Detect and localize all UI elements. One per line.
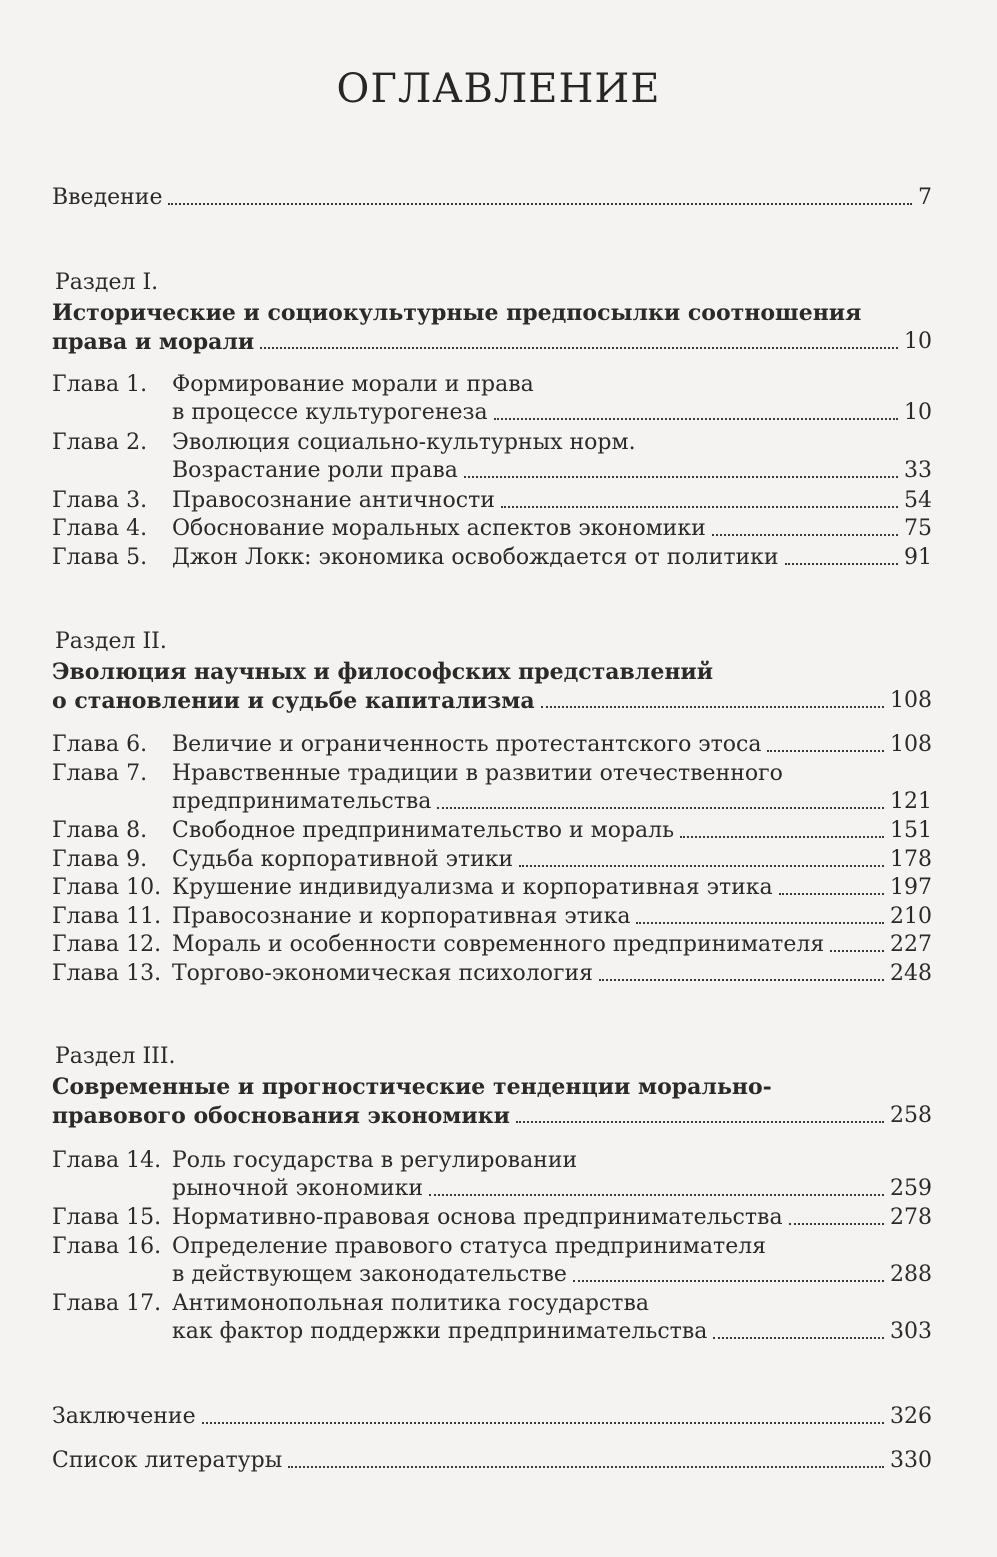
page-number: 278: [890, 1205, 932, 1230]
dot-leader: [464, 476, 898, 478]
chapter-number: Глава 16.: [52, 1234, 162, 1259]
chapter-number: Глава 8.: [52, 818, 148, 843]
toc-chapter[interactable]: [52, 1147, 932, 1203]
chapter-title: Торгово-экономическая психология: [172, 961, 594, 986]
toc-entry-section[interactable]: [52, 1102, 932, 1130]
chapter-title: Определение правового статуса предпринимателя: [172, 1234, 767, 1259]
chapter-number: Глава 12.: [52, 932, 162, 957]
chapter-title: Антимонопольная политика государства: [172, 1291, 649, 1316]
page-number: 227: [890, 932, 932, 957]
dot-leader: [767, 750, 884, 752]
chapter-title: Судьба корпоративной этики: [172, 847, 514, 872]
page-number: 259: [890, 1176, 932, 1201]
page-number: 248: [890, 961, 932, 986]
dot-leader: [168, 203, 912, 205]
dot-leader: [202, 1422, 884, 1424]
page-number: 10: [904, 329, 932, 354]
dot-leader: [519, 865, 884, 867]
page-number: 54: [904, 488, 932, 513]
dot-leader: [712, 534, 898, 536]
page-number: 303: [890, 1319, 932, 1344]
chapter-title: Правосознание античности: [172, 488, 495, 513]
dot-leader: [636, 922, 884, 924]
section-label: Раздел II.: [55, 629, 167, 654]
dot-leader: [599, 979, 884, 981]
dot-leader: [789, 1223, 884, 1225]
chapter-number: Глава 10.: [52, 875, 162, 900]
chapter-number: Глава 13.: [52, 961, 162, 986]
chapter-number: Глава 9.: [52, 847, 148, 872]
page-number: 151: [890, 818, 932, 843]
toc-chapter[interactable]: [52, 371, 932, 427]
toc-chapter[interactable]: [52, 931, 932, 959]
chapter-title: Формирование морали и права: [172, 372, 534, 397]
page-number: 108: [890, 732, 932, 757]
toc-entry-text: Заключение: [52, 1404, 196, 1429]
dot-leader: [573, 1280, 884, 1282]
chapter-title: Величие и ограниченность протестантского этоса: [172, 732, 762, 757]
dot-leader: [830, 950, 884, 952]
page-number: 326: [890, 1404, 932, 1429]
section-label: Раздел I.: [55, 270, 159, 295]
section-label: Раздел III.: [55, 1044, 176, 1069]
toc-chapter[interactable]: [52, 846, 932, 874]
chapter-number: Глава 15.: [52, 1205, 162, 1230]
page-number: 91: [904, 545, 932, 570]
chapter-title: Роль государства в регулировании: [172, 1148, 578, 1173]
dot-leader: [680, 836, 884, 838]
dot-leader: [501, 506, 898, 508]
dot-leader: [541, 706, 884, 708]
chapter-number: Глава 1.: [52, 372, 148, 397]
page-title: ОГЛАВЛЕНИЕ: [336, 66, 661, 112]
chapter-number: Глава 4.: [52, 516, 148, 541]
page-number: 288: [890, 1262, 932, 1287]
chapter-title: предпринимательства: [172, 789, 432, 814]
chapter-title: Свободное предпринимательство и мораль: [172, 818, 675, 843]
toc-chapter[interactable]: [52, 429, 932, 485]
page-number: 330: [890, 1448, 932, 1473]
page-number: 178: [890, 847, 932, 872]
toc-entry-bibliography[interactable]: [52, 1447, 932, 1475]
toc-entry-section[interactable]: [52, 687, 932, 715]
page-number: 108: [890, 688, 932, 713]
chapter-title: как фактор поддержки предпринимательства: [172, 1319, 708, 1344]
page-number: 210: [890, 904, 932, 929]
toc-chapter[interactable]: [52, 515, 932, 543]
section-title: о становлении и судьбе капитализма: [52, 688, 535, 714]
toc-chapter[interactable]: [52, 1233, 932, 1289]
chapter-title: рыночной экономики: [172, 1176, 424, 1201]
toc-chapter[interactable]: [52, 1290, 932, 1346]
page-number: 121: [890, 789, 932, 814]
page-number: 75: [904, 516, 932, 541]
section-title[interactable]: Исторические и социокультурные предпосылки соотношения: [52, 300, 862, 326]
section-title[interactable]: Эволюция научных и философских представлений: [52, 659, 714, 685]
dot-leader: [516, 1121, 884, 1123]
page-number: 33: [904, 458, 932, 483]
chapter-title: Нормативно-правовая основа предпринимательства: [172, 1205, 783, 1230]
dot-leader: [260, 347, 898, 349]
chapter-number: Глава 7.: [52, 761, 148, 786]
dot-leader: [437, 807, 884, 809]
chapter-number: Глава 17.: [52, 1291, 162, 1316]
chapter-title: Эволюция социально-культурных норм.: [172, 430, 636, 455]
toc-entry-text: Список литературы: [52, 1448, 283, 1473]
chapter-title: Нравственные традиции в развитии отечественного: [172, 761, 783, 786]
chapter-title: Крушение индивидуализма и корпоративная этика: [172, 875, 773, 900]
chapter-number: Глава 3.: [52, 488, 148, 513]
page-number: 10: [904, 400, 932, 425]
chapter-title: Возрастание роли права: [172, 458, 458, 483]
toc-chapter[interactable]: [52, 487, 932, 515]
section-title[interactable]: Современные и прогностические тенденции морально-: [52, 1074, 772, 1100]
toc-entry-text: Введение: [52, 185, 163, 210]
dot-leader: [429, 1194, 884, 1196]
page-number: 197: [890, 875, 932, 900]
section-title: правового обоснования экономики: [52, 1103, 510, 1129]
chapter-number: Глава 2.: [52, 430, 148, 455]
chapter-title: в действующем законодательстве: [172, 1262, 567, 1287]
toc-chapter[interactable]: [52, 960, 932, 988]
toc-chapter[interactable]: [52, 903, 932, 931]
dot-leader: [785, 563, 898, 565]
toc-chapter[interactable]: [52, 874, 932, 902]
toc-entry-conclusion[interactable]: [52, 1403, 932, 1431]
chapter-number: Глава 6.: [52, 732, 148, 757]
section-title: права и морали: [52, 329, 255, 355]
toc-chapter[interactable]: [52, 544, 932, 572]
dot-leader: [713, 1337, 884, 1339]
page-number: 7: [918, 185, 932, 210]
toc-entry-intro[interactable]: [52, 184, 932, 212]
toc-chapter[interactable]: [52, 1204, 932, 1232]
chapter-number: Глава 5.: [52, 545, 148, 570]
chapter-title: Обоснование моральных аспектов экономики: [172, 516, 706, 541]
toc-entry-section[interactable]: [52, 328, 932, 356]
dot-leader: [779, 893, 884, 895]
chapter-number: Глава 11.: [52, 904, 162, 929]
dot-leader: [288, 1466, 884, 1468]
chapter-number: Глава 14.: [52, 1148, 162, 1173]
chapter-title: Мораль и особенности современного предпринимателя: [172, 932, 825, 957]
chapter-title: Правосознание и корпоративная этика: [172, 904, 631, 929]
chapter-title: Джон Локк: экономика освобождается от политики: [172, 545, 779, 570]
dot-leader: [494, 418, 898, 420]
toc-chapter[interactable]: [52, 817, 932, 845]
page-number: 258: [890, 1103, 932, 1128]
chapter-title: в процессе культурогенеза: [172, 400, 488, 425]
toc-chapter[interactable]: [52, 731, 932, 759]
toc-chapter[interactable]: [52, 760, 932, 816]
